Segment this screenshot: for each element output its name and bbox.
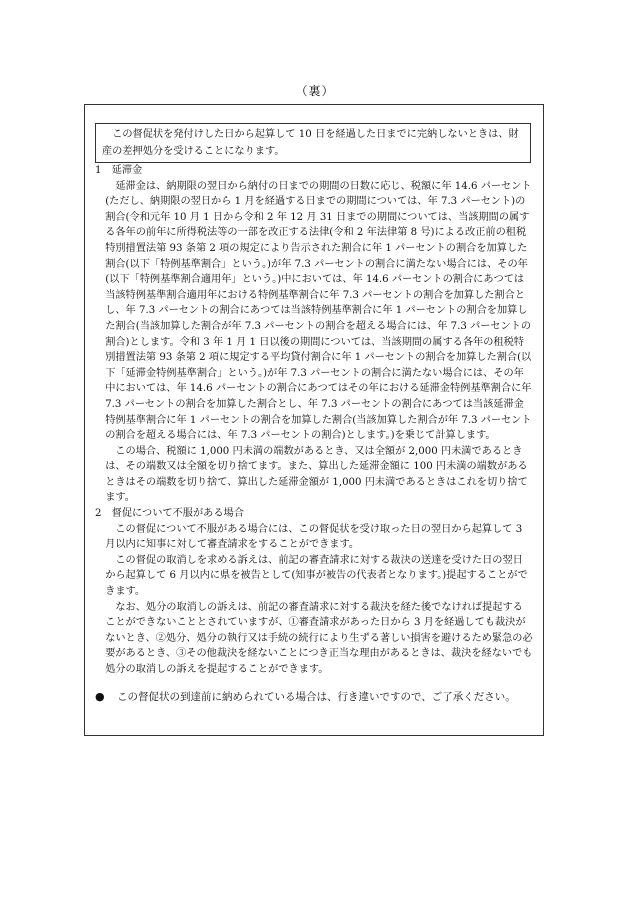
objection-request-paragraph: この督促について不服がある場合には、この督促状を受け取った日の翌日から起算して 3 月以内に知事に対して審査請求をすることができます。: [105, 523, 523, 551]
lawsuit-deadline-paragraph: この督促の取消しを求める訴えは、前記の審査請求に対する裁決の送達を受けた日の翌日から起算して 6 月以内に県を被告として(知事が被告の代表者となります。)提起することができます。: [105, 554, 528, 598]
section-late-fee: [95, 163, 533, 506]
page-side-label: （裏）: [295, 84, 335, 98]
lawsuit-exception-paragraph: なお、処分の取消しの訴えは、前記の審査請求に対する裁決を経た後でなければ提起することができないこととされていますが、①審査請求があった日から 3 月を経過しても裁決がないとき、②処分、処分の執行又は手続の続行により生ずる著しい損害を避けるため緊急の必要があるとき、③その他裁決を経ないことにつき正当な理由があるときは、裁決を経ないでも処分の取消しの訴えを提起することができます。: [105, 601, 533, 675]
document-frame: [84, 104, 544, 736]
spacer: [95, 678, 533, 689]
late-fee-rounding-paragraph: この場合、税額に 1,000 円未満の端数があるとき、又は全額が 2,000 円未満であるときは、その端数又は全額を切り捨てます。また、算出した延滞金額に 100 円未満の端数があるときはその端数を切り捨て、算出した延滞金額が 1,000 円未満であるときはこれを切り捨てます。: [105, 445, 528, 504]
seizure-warning-box: [95, 123, 531, 163]
section-heading-objection: 2 督促について不服がある場合: [95, 508, 244, 520]
section-heading-late-fee: 1 延滞金: [95, 165, 143, 176]
footnote-text: この督促状の到達前に納められている場合は、行き違いですので、ご了承ください。: [117, 690, 516, 703]
section-objection: [95, 506, 533, 678]
seizure-warning-text: この督促状を発付けした日から起算して 10 日を経過した日までに完納しないときは、財産の差押処分を受けることになります。: [102, 129, 519, 157]
document-body: [95, 163, 533, 705]
late-fee-rate-paragraph: 延滞金は、納期限の翌日から納付の日までの期間の日数に応じ、税額に年 14.6 パーセント(ただし、納期限の翌日から 1 月を経過する日までの期間については、年 7.3 パーセント)の割合(令和元年 10 月 1 日から令和 2 年 12 月 31 日までの期間については、当該期間の属する各年の前年に所得税法等の一部を改正する法律(令和 2 年法律第 8 号)による改正前の租税特別措置法第 93 条第 2 項の規定により告示された割合に年 1 パーセントの割合を加算した割合(以下「特例基準割合」という。)が年 7.3 パーセントの割合に満たない場合には、その年(以下「特例基準割合適用年」という。)中においては、年 14.6 パーセントの割合にあつては当該特例基準割合適用年における特例基準割合に年 7.3 パーセントの割合を加算した割合とし、年 7.3 パーセントの割合にあつては当該特例基準割合に年 1 パーセントの割合を加算した割合(当該加算した割合が年 7.3 パーセントの割合を超える場合には、年 7.3 パーセントの割合)とします。令和 3 年 1 月 1 日以後の期間については、当該期間の属する各年の租税特別措置法第 93 条第 2 項に規定する平均貸付割合に年 1 パーセントの割合を加算した割合(以下「延滞金特例基準割合」という。)が年 7.3 パーセントの割合に満たない場合には、その年中においては、年 14.6 パーセントの割合にあつてはその年における延滞金特例基準割合に年 7.3 パーセントの割合を加算した割合とし、年 7.3 パーセントの割合にあつては当該延滞金特例基準割合に年 1 パーセントの割合を加算した割合(当該加算した割合が年 7.3 パーセントの割合を超える場合には、年 7.3 パーセントの割合)とします。)を乗じて計算します。: [105, 180, 532, 442]
footnote: [95, 689, 533, 705]
bullet-icon: ●: [95, 689, 105, 703]
